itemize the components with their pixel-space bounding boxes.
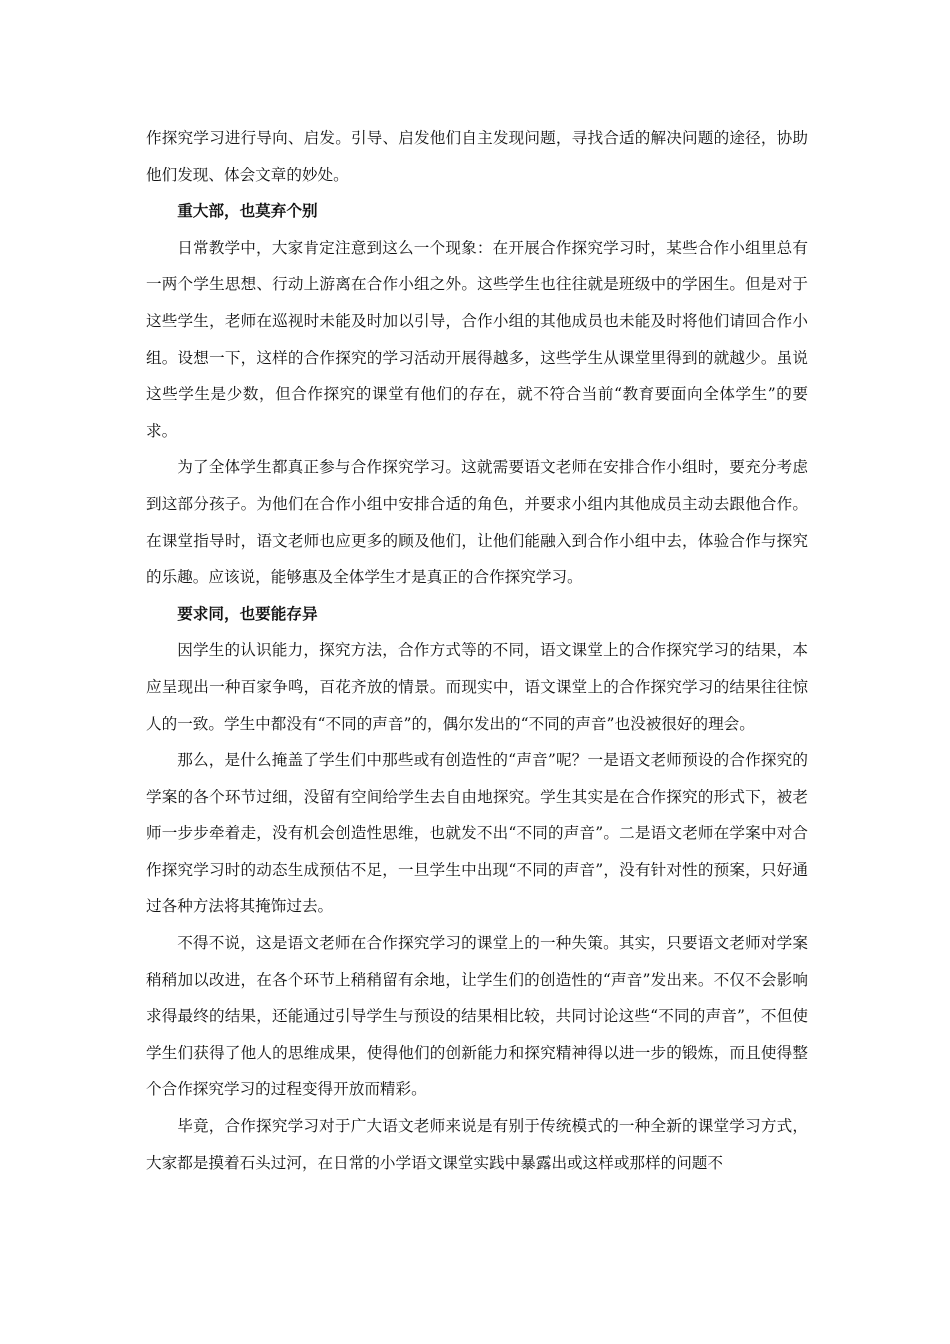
paragraph: 为了全体学生都真正参与合作探究学习。这就需要语文老师在安排合作小组时，要充分考虑到这部分孩子。为他们在合作小组中安排合适的角色，并要求小组内其他成员主动去跟他合作。在课堂指导时，语文老师也应更多的顾及他们，让他们能融入到合作小组中去，体验合作与探究的乐趣。应该说，能够惠及全体学生才是真正的合作探究学习。 (146, 458, 808, 587)
section-heading-consensus-and-difference: 要求同，也要能存异 (177, 603, 318, 623)
paragraph-continuation: 作探究学习进行导向、启发。引导、启发他们自主发现问题，寻找合适的解决问题的途径，协助他们发现、体会文章的妙处。 (146, 129, 808, 184)
paragraph: 因学生的认识能力，探究方法，合作方式等的不同，语文课堂上的合作探究学习的结果，本应呈现出一种百家争鸣，百花齐放的情景。而现实中，语文课堂上的合作探究学习的结果往往惊人的一致。学生中都没有“不同的声音”的，偶尔发出的“不同的声音”也没被很好的理会。 (146, 641, 808, 733)
paragraph: 毕竟，合作探究学习对于广大语文老师来说是有别于传统模式的一种全新的课堂学习方式，大家都是摸着石头过河，在日常的小学语文课堂实践中暴露出或这样或那样的问题不 (146, 1117, 808, 1172)
paragraph: 日常教学中，大家肯定注意到这么一个现象：在开展合作探究学习时，某些合作小组里总有一两个学生思想、行动上游离在合作小组之外。这些学生也往往就是班级中的学困生。但是对于这些学生，老师在巡视时未能及时加以引导，合作小组的其他成员也未能及时将他们请回合作小组。设想一下，这样的合作探究的学习活动开展得越多，这些学生从课堂里得到的就越少。虽说这些学生是少数，但合作探究的课堂有他们的存在，就不符合当前“教育要面向全体学生”的要求。 (146, 238, 808, 440)
section-heading-majority-and-individuals: 重大部，也莫弃个别 (177, 201, 318, 221)
document-body (146, 120, 808, 1181)
paragraph: 那么，是什么掩盖了学生们中那些或有创造性的“声音”呢？一是语文老师预设的合作探究的学案的各个环节过细，没留有空间给学生去自由地探究。学生其实是在合作探究的形式下，被老师一步步牵着走，没有机会创造性思维，也就发不出“不同的声音”。二是语文老师在学案中对合作探究学习时的动态生成预估不足，一旦学生中出现“不同的声音”，没有针对性的预案，只好通过各种方法将其掩饰过去。 (146, 751, 808, 916)
paragraph: 不得不说，这是语文老师在合作探究学习的课堂上的一种失策。其实，只要语文老师对学案稍稍加以改进，在各个环节上稍稍留有余地，让学生们的创造性的“声音”发出来。不仅不会影响求得最终的结果，还能通过引导学生与预设的结果相比较，共同讨论这些“不同的声音”，不但使学生们获得了他人的思维成果，使得他们的创新能力和探究精神得以进一步的锻炼，而且使得整个合作探究学习的过程变得开放而精彩。 (146, 934, 808, 1099)
